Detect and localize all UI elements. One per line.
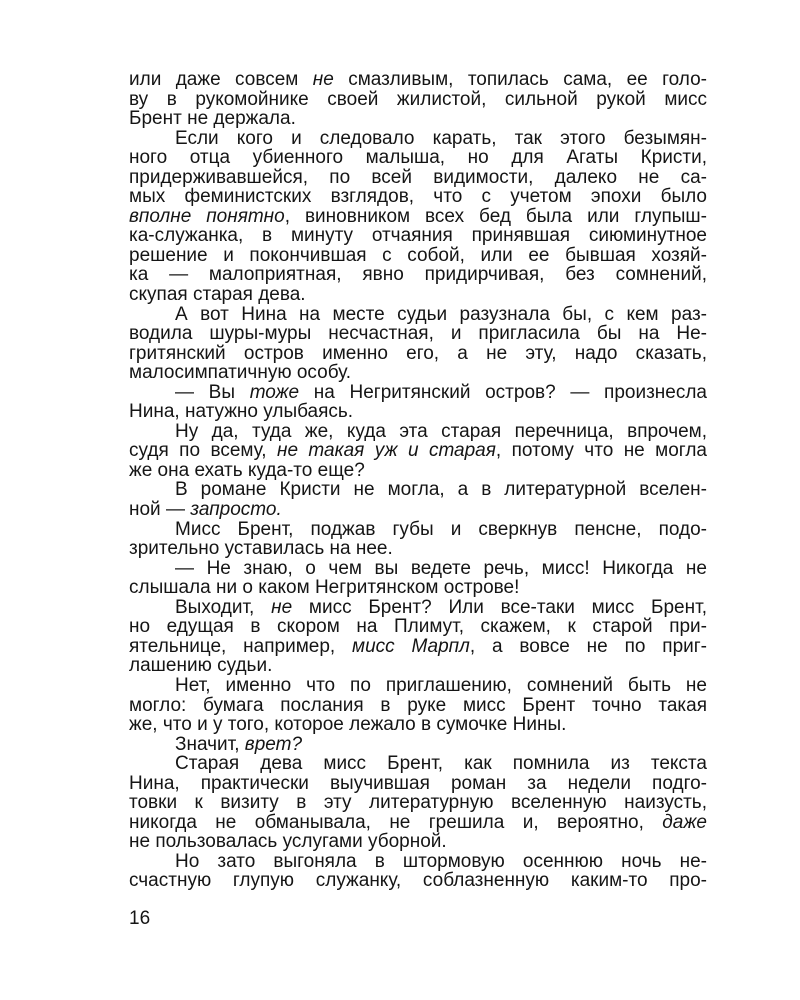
text-span: никогда не обманывала, не грешила и, вероятно, — [129, 811, 663, 833]
text-line — [129, 383, 707, 403]
text-span: , а вовсе не по приг- — [469, 635, 707, 657]
text-line — [129, 793, 707, 813]
text-span: , потому что не могла — [495, 440, 707, 462]
text-line — [129, 90, 707, 110]
text-span: могло: бумага послания в руке мисс Брент точно такая — [129, 694, 707, 716]
italic-text-span: не такая уж и старая — [276, 440, 496, 462]
text-line — [129, 852, 707, 872]
text-span: но едущая в скором на Плимут, скажем, к старой при- — [129, 616, 707, 638]
text-span: придерживавшейся, по всей видимости, далеко не са- — [129, 166, 707, 188]
text-span: Старая дева мисс Брент, как помнила из текста — [175, 753, 707, 775]
text-span: судя по всему, — [129, 440, 277, 462]
italic-text-span: не — [271, 596, 293, 618]
text-span: смазливым, топилась сама, ее голо- — [333, 69, 708, 90]
text-line — [129, 148, 707, 168]
text-span: не пользовалась услугами уборной. — [129, 831, 447, 853]
text-line — [129, 344, 707, 364]
text-line — [129, 578, 707, 598]
text-line — [129, 324, 707, 344]
text-span: В романе Кристи не могла, а в литературной вселен- — [175, 479, 707, 501]
text-span: малосимпатичную особу. — [129, 362, 352, 384]
text-span: Брент не держала. — [129, 108, 296, 130]
text-span: Ну да, туда же, куда эта старая перечница, впрочем, — [175, 420, 707, 442]
text-span: А вот Нина на месте судьи разузнала бы, с кем раз- — [175, 303, 707, 325]
text-span: ка — малоприятная, явно придирчивая, без сомнений, — [129, 264, 707, 286]
text-span: на Негритянский остров? — произнесла — [299, 381, 707, 403]
text-line — [129, 637, 707, 657]
text-line — [129, 871, 707, 891]
text-span: — Вы — [175, 381, 250, 403]
text-span: ной — — [129, 499, 191, 521]
text-line — [129, 461, 707, 481]
text-line — [129, 715, 707, 735]
text-span: ву в рукомойнике своей жилистой, сильной рукой мисс — [129, 88, 707, 110]
text-line — [129, 226, 707, 246]
text-span: Нина, натужно улыбаясь. — [129, 401, 354, 423]
text-span: Но зато выгоняла в штормовую осеннюю ночь не- — [175, 850, 707, 872]
text-span: Мисс Брент, поджав губы и сверкнув пенсне, подо- — [175, 518, 707, 540]
text-line — [129, 656, 707, 676]
text-span: Нина, практически выучившая роман за недели подго- — [129, 772, 707, 794]
text-line — [129, 813, 707, 833]
text-span: ка-служанка, в минуту отчаяния принявшая сиюминутное — [129, 225, 707, 247]
text-span: или даже совсем — [129, 69, 313, 90]
text-line — [129, 402, 707, 422]
text-span: лашению судьи. — [129, 655, 273, 677]
text-span: мисс Брент? Или все-таки мисс Брент, — [292, 596, 707, 618]
text-span: решение и покончившая с собой, или ее бывшая хозяй- — [129, 244, 707, 266]
italic-text-span: вполне понятно — [129, 205, 285, 227]
text-line — [129, 70, 707, 90]
text-line — [129, 187, 707, 207]
text-span: гритянский остров именно его, а не эту, надо сказать, — [129, 342, 707, 364]
text-line — [129, 207, 707, 227]
text-line — [129, 109, 707, 129]
text-span: ного отца убиенного малыша, но для Агаты Кристи, — [129, 147, 707, 169]
text-span: мых феминистских взглядов, что с учетом эпохи было — [129, 186, 707, 208]
text-line — [129, 129, 707, 149]
text-line — [129, 422, 707, 442]
text-span: — Не знаю, о чем вы ведете речь, мисс! Никогда не — [175, 557, 707, 579]
text-line — [129, 168, 707, 188]
text-span: Нет, именно что по приглашению, сомнений быть не — [175, 674, 707, 696]
text-line — [129, 559, 707, 579]
page-number: 16 — [129, 908, 151, 929]
page-text-block — [129, 70, 707, 891]
text-line — [129, 735, 707, 755]
text-span: же она ехать куда-то еще? — [129, 459, 365, 481]
text-span: товки к визиту в эту литературную вселенную наизусть, — [129, 792, 707, 814]
text-line — [129, 265, 707, 285]
text-line — [129, 500, 707, 520]
text-line — [129, 617, 707, 637]
text-line — [129, 696, 707, 716]
italic-text-span: запросто. — [190, 499, 282, 521]
text-line — [129, 539, 707, 559]
text-span: Если кого и следовало карать, так этого безымян- — [175, 127, 707, 149]
text-span: скупая старая дева. — [129, 284, 306, 306]
text-span: , виновником всех бед была или глупыш- — [284, 205, 707, 227]
text-span: же, что и у того, которое лежало в сумочке Нины. — [129, 714, 567, 736]
text-line — [129, 363, 707, 383]
text-span: зрительно уставилась на нее. — [129, 538, 393, 560]
text-line — [129, 676, 707, 696]
text-span: Выходит, — [175, 596, 272, 618]
italic-text-span: не — [312, 69, 334, 90]
text-line — [129, 754, 707, 774]
text-span: счастную глупую служанку, соблазненную каким-то про- — [129, 870, 707, 892]
text-span: ятельнице, например, — [129, 635, 353, 657]
text-line — [129, 305, 707, 325]
text-span: Значит, — [175, 733, 245, 755]
text-line — [129, 441, 707, 461]
text-line — [129, 598, 707, 618]
italic-text-span: врет? — [244, 733, 303, 755]
italic-text-span: мисс Марпл — [352, 635, 470, 657]
text-line — [129, 774, 707, 794]
text-line — [129, 480, 707, 500]
text-line — [129, 285, 707, 305]
text-line — [129, 520, 707, 540]
italic-text-span: даже — [662, 811, 707, 833]
text-span: слышала ни о каком Негритянском острове! — [129, 577, 520, 599]
text-line — [129, 832, 707, 852]
text-line — [129, 246, 707, 266]
text-span: водила шуры-муры несчастная, и пригласила бы на Не- — [129, 323, 707, 345]
italic-text-span: тоже — [249, 381, 300, 403]
